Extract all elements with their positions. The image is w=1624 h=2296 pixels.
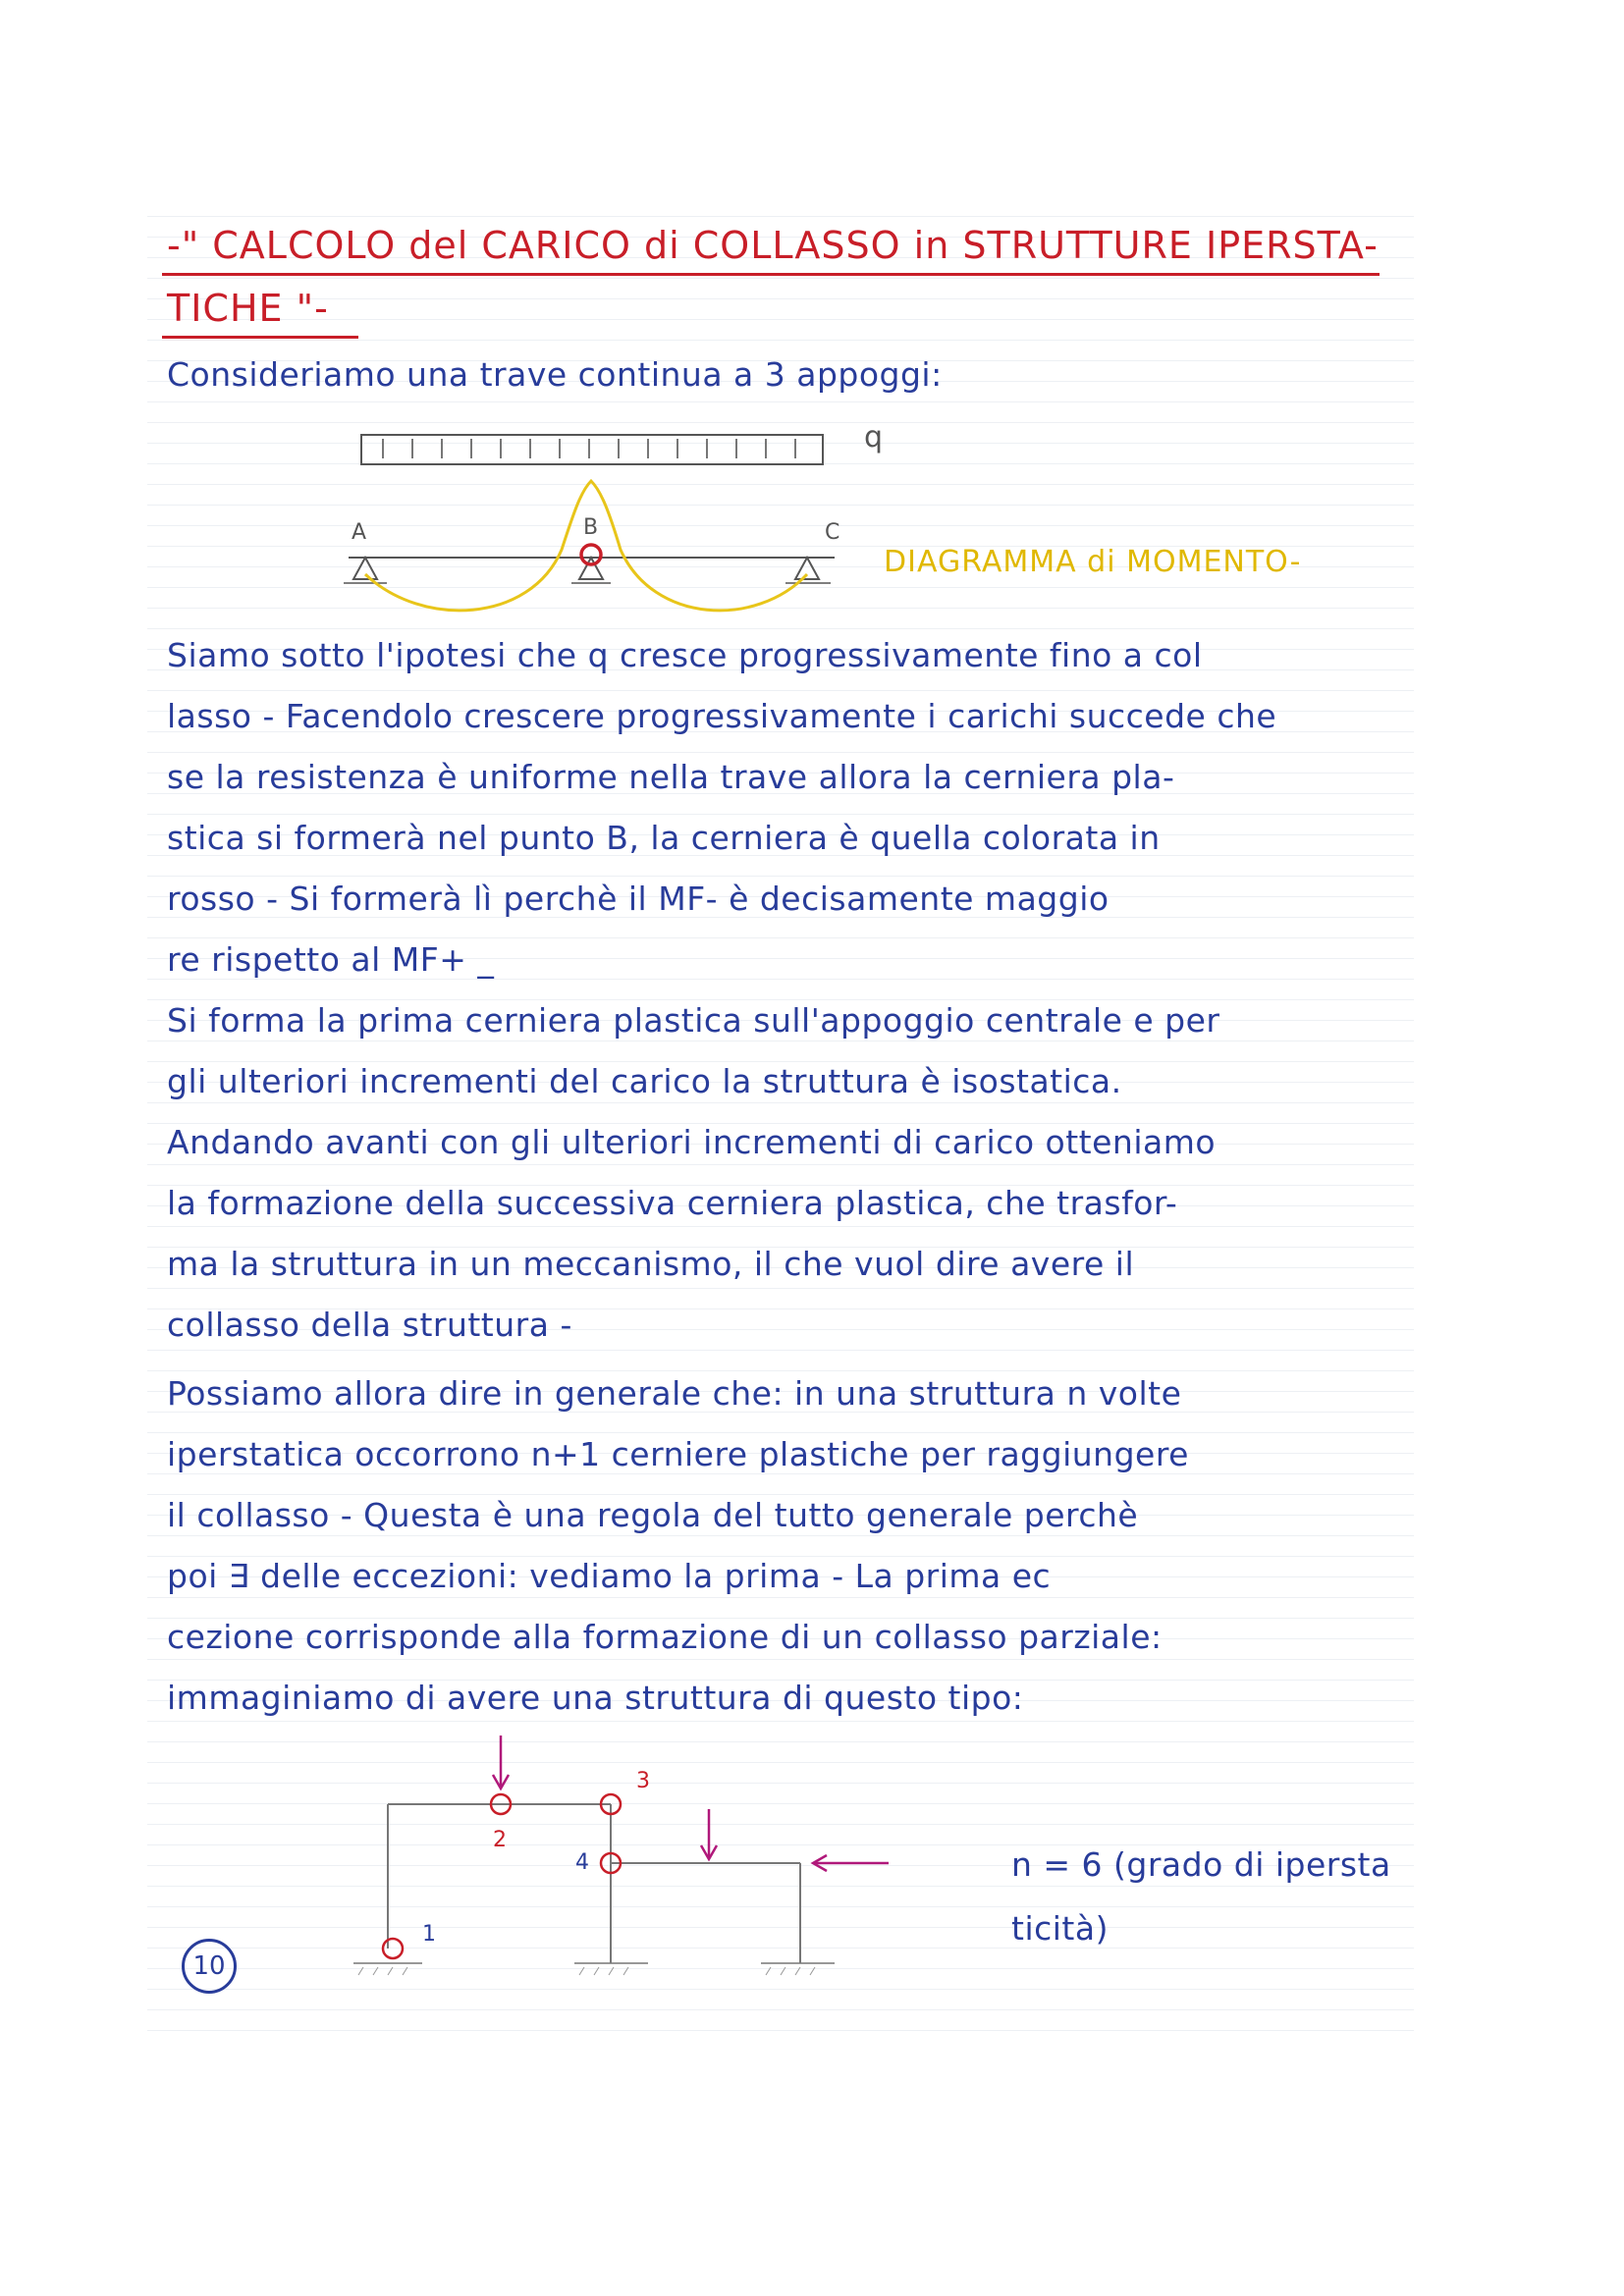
text-line-16: poi ∃ delle eccezioni: vediamo la prima - La prima ec xyxy=(167,1557,1052,1595)
hinge-label-1: 1 xyxy=(422,1922,436,1947)
hinge-label-4: 4 xyxy=(575,1850,589,1875)
text-line-5: rosso - Si formerà lì perchè il MF- è decisamente maggio xyxy=(167,880,1110,918)
hyperstatic-degree-note-continued: ticità) xyxy=(1011,1909,1109,1948)
load-label: q xyxy=(864,420,884,454)
text-line-6: re rispetto al MF+ _ xyxy=(167,940,495,979)
text-line-17: cezione corrisponde alla formazione di un collasso parziale: xyxy=(167,1618,1163,1656)
intro-text: Consideriamo una trave continua a 3 appoggi: xyxy=(167,355,943,394)
text-line-13: Possiamo allora dire in generale che: in una struttura n volte xyxy=(167,1374,1182,1413)
page-title-continued: TICHE "- xyxy=(167,287,329,330)
text-line-8: gli ulteriori incrementi del carico la struttura è isostatica. xyxy=(167,1062,1122,1100)
text-line-11: ma la struttura in un meccanismo, il che vuol dire avere il xyxy=(167,1245,1135,1283)
moment-diagram-label: DIAGRAMMA di MOMENTO- xyxy=(884,545,1302,579)
hinge-label-2: 2 xyxy=(493,1828,507,1852)
text-line-14: iperstatica occorrono n+1 cerniere plastiche per raggiungere xyxy=(167,1435,1189,1473)
page-number: 10 xyxy=(182,1939,237,1994)
text-line-3: se la resistenza è uniforme nella trave allora la cerniera pla- xyxy=(167,758,1175,796)
text-line-1: Siamo sotto l'ipotesi che q cresce progressivamente fino a col xyxy=(167,636,1203,674)
text-line-9: Andando avanti con gli ulteriori incrementi di carico otteniamo xyxy=(167,1123,1217,1161)
support-label-c: C xyxy=(825,520,840,545)
support-label-a: A xyxy=(352,520,367,545)
text-line-2: lasso - Facendolo crescere progressivamente i carichi succede che xyxy=(167,697,1277,735)
frame-members xyxy=(388,1804,800,1963)
text-line-7: Si forma la prima cerniera plastica sull'appoggio centrale e per xyxy=(167,1001,1220,1040)
text-line-10: la formazione della successiva cerniera plastica, che trasfor- xyxy=(167,1184,1178,1222)
text-line-4: stica si formerà nel punto B, la cerniera è quella colorata in xyxy=(167,819,1161,857)
hyperstatic-degree-note: n = 6 (grado di ipersta xyxy=(1011,1845,1391,1884)
hinge-label-3: 3 xyxy=(636,1769,650,1793)
text-line-15: il collasso - Questa è una regola del tutto generale perchè xyxy=(167,1496,1139,1534)
text-line-18: immaginiamo di avere una struttura di questo tipo: xyxy=(167,1679,1024,1717)
support-label-b: B xyxy=(583,515,599,540)
text-line-12: collasso della struttura - xyxy=(167,1306,572,1344)
page-title: -" CALCOLO del CARICO di COLLASSO in STRUTTURE IPERSTA- xyxy=(167,224,1379,267)
hinge-1 xyxy=(383,1939,403,1958)
